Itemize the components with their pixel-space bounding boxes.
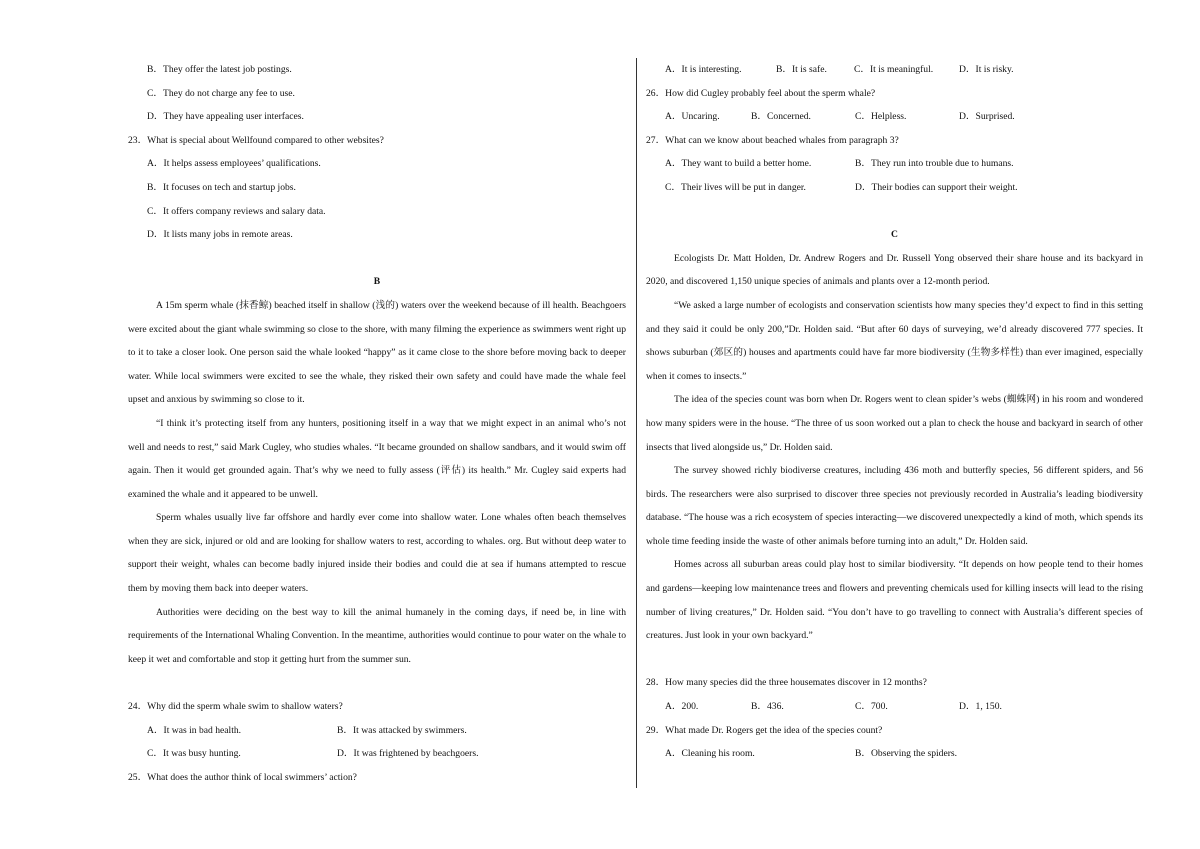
question-28: 28．How many species did the three housemates discover in 12 months? bbox=[646, 677, 927, 689]
passage-b-paragraph-2: “I think it’s protecting itself from any hunters, positioning itself in a way that we might expect in an animal who’s not well and needs to rest,” said Mark Cugley, who studies whales. “It became grounded on shallow sandbars, and it would swim off again. Then it would get grounded again. That’s why we need to fully assess (评估) its health.” Mr. Cugley said experts had examined the whale and it appeared to be unwell. bbox=[128, 417, 626, 500]
q25-option-b: B．It is safe. bbox=[776, 64, 827, 75]
q26-option-a: A．Uncaring. bbox=[665, 111, 720, 123]
q24-options-row-1 bbox=[128, 719, 626, 743]
q27-options-row-2 bbox=[646, 176, 1143, 200]
q28-option-a: A．200. bbox=[665, 701, 699, 713]
q24-option-c: C．It was busy hunting. bbox=[147, 748, 241, 760]
question-24: 24．Why did the sperm whale swim to shallow waters? bbox=[128, 701, 343, 713]
passage-b-paragraph-3: Sperm whales usually live far offshore and hardly ever come into shallow water. Lone whales often beach themselves when they are sick, injured or old and are looking for shallow waters to rest, according to whales. org. But without deep water to support their weight, whales can become badly injured inside their bodies and could die at sea if humans attempted to rescue them by moving them back into deeper waters. bbox=[128, 512, 626, 595]
section-c-heading: C bbox=[891, 229, 898, 241]
q25-option-d: D．It is risky. bbox=[959, 64, 1014, 75]
question-26: 26．How did Cugley probably feel about the sperm whale? bbox=[646, 87, 876, 99]
q25-option-c: C．It is meaningful. bbox=[854, 64, 934, 75]
q26-option-d: D．Surprised. bbox=[959, 111, 1015, 123]
question-29: 29．What made Dr. Rogers get the idea of the species count? bbox=[646, 724, 883, 736]
q25-options-row bbox=[646, 58, 1143, 82]
q22-option-b: B．They offer the latest job postings. bbox=[147, 64, 292, 75]
q23-option-a: A．It helps assess employees’ qualifications. bbox=[147, 158, 321, 170]
right-column bbox=[646, 58, 1143, 766]
q22-option-d: D．They have appealing user interfaces. bbox=[147, 111, 304, 123]
q26-option-c: C．Helpless. bbox=[855, 111, 907, 123]
q28-option-d: D．1, 150. bbox=[959, 701, 1002, 713]
question-23: 23．What is special about Wellfound compared to other websites? bbox=[128, 134, 384, 146]
q24-option-b: B．It was attacked by swimmers. bbox=[337, 724, 467, 736]
q27-option-d: D．Their bodies can support their weight. bbox=[855, 181, 1018, 193]
passage-c-paragraph-1: Ecologists Dr. Matt Holden, Dr. Andrew Rogers and Dr. Russell Yong observed their share house and its backyard in 2020, and discovered 1,150 unique species of animals and plants over a 12-month period. bbox=[646, 252, 1143, 288]
q28-option-c: C．700. bbox=[855, 701, 888, 713]
q25-option-a: A．It is interesting. bbox=[665, 64, 742, 75]
q24-option-a: A．It was in bad health. bbox=[147, 724, 242, 736]
passage-b-paragraph-4: Authorities were deciding on the best way to kill the animal humanely in the coming days, if need be, in line with requirements of the International Whaling Convention. In the meantime, authorities would continue to pour water on the whale to keep it wet and comfortable and stop it getting hurt from the summer sun. bbox=[128, 606, 626, 665]
q28-option-b: B．436. bbox=[751, 701, 784, 713]
q29-option-b: B．Observing the spiders. bbox=[855, 748, 958, 760]
section-b-heading: B bbox=[373, 276, 381, 288]
left-column bbox=[128, 58, 626, 789]
passage-b-paragraph-1: A 15m sperm whale (抹香鲸) beached itself in shallow (浅的) waters over the weekend because of ill health. Beachgoers were excited about the giant whale swimming so close to the shore, with many filming the experience as swimmers went right up to it to take a closer look. One person said the whale looked “happy” as it came close to the shore before moving back to deeper water. While local swimmers were excited to see the whale, they risked their own safety and could have made the whale feel upset and anxious by swimming so close to it. bbox=[128, 299, 626, 406]
q22-option-c: C．They do not charge any fee to use. bbox=[147, 87, 295, 99]
q27-options-row-1 bbox=[646, 152, 1143, 176]
q26-option-b: B．Concerned. bbox=[751, 111, 811, 123]
q23-option-d: D．It lists many jobs in remote areas. bbox=[147, 229, 293, 241]
q29-option-a: A．Cleaning his room. bbox=[665, 748, 755, 760]
q23-option-c: C．It offers company reviews and salary data. bbox=[147, 205, 326, 217]
q24-option-d: D．It was frightened by beachgoers. bbox=[337, 748, 479, 760]
passage-c-paragraph-5: Homes across all suburban areas could play host to similar biodiversity. “It depends on how people tend to their homes and gardens—keeping low maintenance trees and flowers and preventing chemicals used for killing insects will lead to the rising number of living creatures,” Dr. Holden said. “You don’t have to go travelling to connect with Australia’s different species of creatures. Just look in your own backyard.” bbox=[646, 559, 1143, 642]
passage-c-paragraph-3: The idea of the species count was born when Dr. Rogers went to clean spider’s webs (蜘蛛网) in his room and wondered how many spiders were in the house. “The three of us soon worked out a plan to check the house and backyard in search of other insects that lived alongside us,” Dr. Holden said. bbox=[646, 394, 1143, 453]
passage-c-paragraph-4: The survey showed richly biodiverse creatures, including 436 moth and butterfly species, 56 different spiders, and 56 birds. The researchers were also surprised to discover three species not previously recorded in Australia’s leading biodiversity database. “The house was a rich ecosystem of species interacting—we discovered unexpectedly a kind of moth, which spends its whole time feeding inside the waste of other animals before turning into an adult,” Dr. Holden said. bbox=[646, 465, 1143, 547]
question-25: 25．What does the author think of local swimmers’ action? bbox=[128, 771, 357, 783]
column-divider bbox=[636, 58, 637, 788]
q28-options-row bbox=[646, 695, 1143, 719]
q27-option-b: B．They run into trouble due to humans. bbox=[855, 158, 1014, 170]
q24-options-row-2 bbox=[128, 742, 626, 766]
q27-option-c: C．Their lives will be put in danger. bbox=[665, 181, 806, 193]
question-27: 27．What can we know about beached whales from paragraph 3? bbox=[646, 134, 899, 146]
q23-option-b: B．It focuses on tech and startup jobs. bbox=[147, 181, 296, 193]
q26-options-row bbox=[646, 105, 1143, 129]
q27-option-a: A．They want to build a better home. bbox=[665, 158, 812, 170]
passage-c-paragraph-2: “We asked a large number of ecologists and conservation scientists how many species they’d expect to find in this setting and they said it could be only 200,”Dr. Holden said. “But after 60 days of surveying, we’d already discovered 777 species. It shows suburban (郊区的) houses and apartments could have far more biodiversity (生物多样性) than ever imagined, especially when it comes to insects.” bbox=[646, 299, 1143, 382]
q29-options-row bbox=[646, 742, 1143, 766]
